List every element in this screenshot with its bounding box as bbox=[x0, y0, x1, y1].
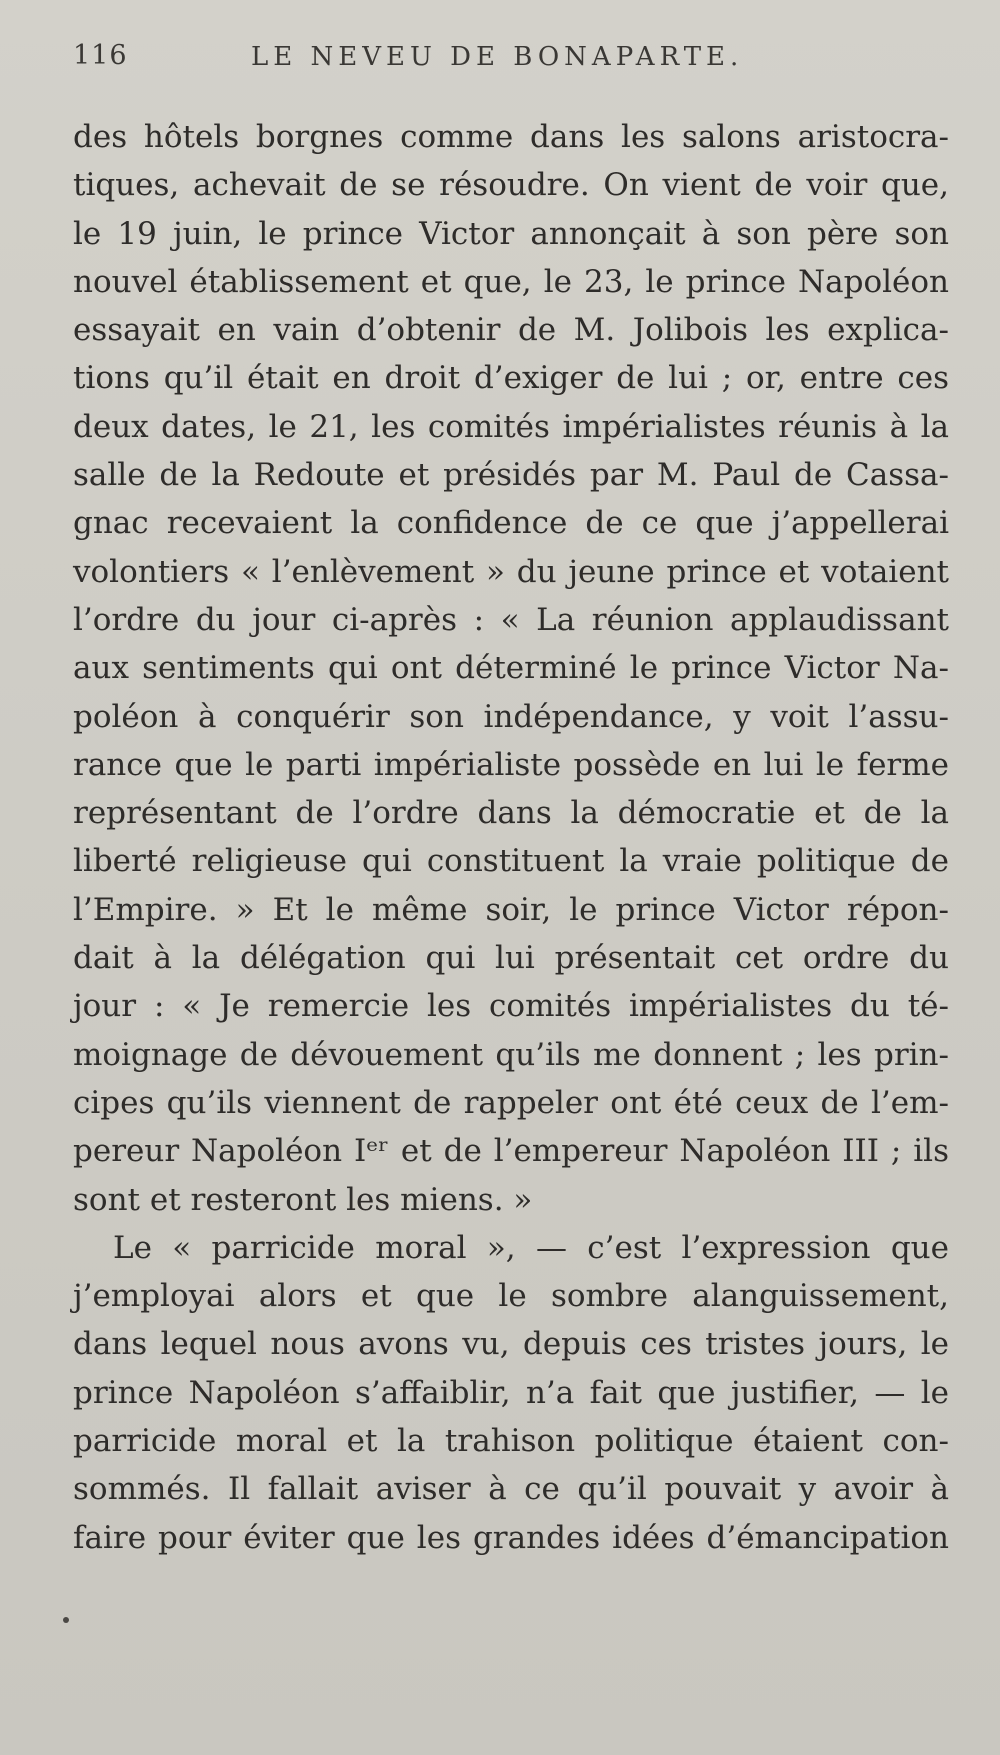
text-line: liberté religieuse qui constituent la vraie politique de bbox=[73, 843, 949, 880]
text-line: Le « parricide moral », — c’est l’expression que bbox=[113, 1229, 949, 1266]
text-line: jour : « Je remercie les comités impérialistes du té- bbox=[73, 988, 949, 1025]
text-line: tions qu’il était en droit d’exiger de lui ; or, entre ces bbox=[73, 360, 949, 397]
text-line: pereur Napoléon Iᵉʳ et de l’empereur Napoléon III ; ils bbox=[73, 1133, 949, 1170]
text-line: des hôtels borgnes comme dans les salons aristocra- bbox=[73, 119, 949, 155]
text-line: essayait en vain d’obtenir de M. Jolibois les explica- bbox=[73, 312, 949, 349]
text-line: rance que le parti impérialiste possède en lui le ferme bbox=[73, 746, 949, 783]
running-title: LE NEVEU DE BONAPARTE. bbox=[251, 42, 744, 72]
text-line: tiques, achevait de se résoudre. On vient de voir que, bbox=[73, 167, 949, 204]
body-text bbox=[73, 113, 949, 1562]
text-line: moignage de dévouement qu’ils me donnent ; les prin- bbox=[73, 1036, 949, 1073]
page-header bbox=[73, 40, 943, 84]
text-line: volontiers « l’enlèvement » du jeune prince et votaient bbox=[73, 553, 949, 590]
text-line: aux sentiments qui ont déterminé le prince Victor Na- bbox=[73, 650, 949, 687]
text-line: l’ordre du jour ci-après : « La réunion applaudissant bbox=[73, 601, 949, 638]
text-line: dait à la délégation qui lui présentait cet ordre du bbox=[73, 940, 949, 977]
text-line: faire pour éviter que les grandes idées d’émancipation bbox=[73, 1519, 949, 1556]
text-line: deux dates, le 21, les comités impérialistes réunis à la bbox=[73, 408, 949, 445]
text-line: poléon à conquérir son indépendance, y voit l’assu- bbox=[73, 698, 949, 735]
text-line: l’Empire. » Et le même soir, le prince Victor répon- bbox=[73, 891, 949, 928]
paper-speck bbox=[63, 1617, 69, 1623]
text-line: cipes qu’ils viennent de rappeler ont été ceux de l’em- bbox=[73, 1084, 949, 1121]
text-line: gnac recevaient la confidence de ce que j’appellerai bbox=[73, 505, 949, 542]
text-line: sont et resteront les miens. » bbox=[73, 1181, 533, 1218]
text-line: salle de la Redoute et présidés par M. Paul de Cassa- bbox=[73, 457, 949, 494]
text-line: sommés. Il fallait aviser à ce qu’il pouvait y avoir à bbox=[73, 1471, 949, 1508]
page-number: 116 bbox=[73, 40, 128, 71]
text-line: représentant de l’ordre dans la démocratie et de la bbox=[73, 795, 949, 832]
text-line: j’employai alors et que le sombre alanguissement, bbox=[73, 1278, 949, 1315]
text-line: dans lequel nous avons vu, depuis ces tristes jours, le bbox=[73, 1326, 949, 1363]
text-line: parricide moral et la trahison politique étaient con- bbox=[73, 1423, 949, 1460]
text-line: nouvel établissement et que, le 23, le prince Napoléon bbox=[73, 263, 949, 300]
text-line: prince Napoléon s’affaiblir, n’a fait que justifier, — le bbox=[73, 1374, 949, 1411]
text-line: le 19 juin, le prince Victor annonçait à son père son bbox=[73, 215, 949, 252]
